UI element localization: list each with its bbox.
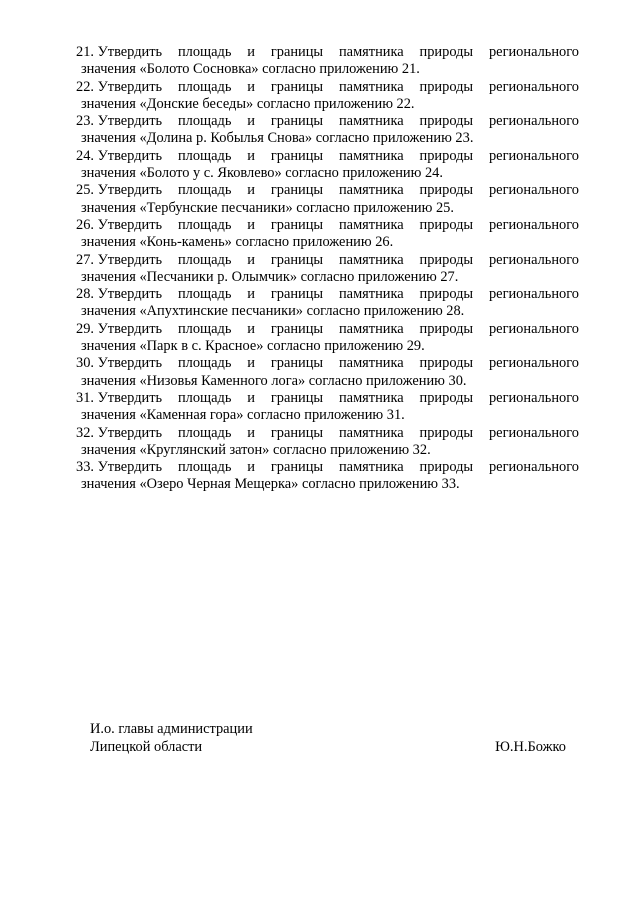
list-item-lead xyxy=(76,79,162,96)
list-item-word: природы xyxy=(419,459,474,476)
list-item-word: памятника xyxy=(338,147,404,164)
list-item-first-line xyxy=(76,390,579,407)
list-item-word: регионального xyxy=(488,147,579,164)
list-item-number: 24. xyxy=(76,147,94,164)
list-item-word: природы xyxy=(419,320,474,337)
list-item-lead xyxy=(76,286,162,303)
list-item-number: 28. xyxy=(76,286,94,303)
list-item-word: и xyxy=(247,286,255,303)
list-item-word: и xyxy=(247,459,255,476)
list-item-number: 22. xyxy=(76,78,94,95)
list-item-lead xyxy=(76,113,162,130)
list-item-word: памятника xyxy=(338,389,404,406)
list-item-first-line xyxy=(76,286,579,303)
list-item-word: и xyxy=(247,251,255,268)
list-item-word: памятника xyxy=(338,216,404,233)
list-item-word: границы xyxy=(270,251,324,268)
list-item-number: 30. xyxy=(76,355,94,372)
list-item-lead xyxy=(76,182,162,199)
list-item-continuation: значения «Долина р. Кобылья Снова» согласно приложению 23. xyxy=(81,130,474,147)
list-item-word: Утвердить xyxy=(97,389,163,406)
list-item-word: площадь xyxy=(177,44,232,60)
list-item-word: природы xyxy=(419,251,474,268)
list-item-word: природы xyxy=(419,113,474,130)
list-item-word: площадь xyxy=(177,424,232,441)
list-item-word: регионального xyxy=(488,355,579,372)
list-item-word: природы xyxy=(419,147,474,164)
list-item-word: и xyxy=(247,320,255,337)
list-item-continuation: значения «Болото Сосновка» согласно приложению 21. xyxy=(81,61,420,78)
list-item-lead xyxy=(76,390,162,407)
list-item-first-line xyxy=(76,252,579,269)
list-item-word: границы xyxy=(270,389,324,406)
list-item-word: Утвердить xyxy=(97,355,163,372)
list-item xyxy=(76,148,579,183)
signature-block xyxy=(90,721,566,756)
list-item-word: границы xyxy=(270,320,324,337)
list-item-word: площадь xyxy=(177,355,232,372)
list-item-number: 27. xyxy=(76,251,94,268)
list-item-word: Утвердить xyxy=(97,424,163,441)
list-item-first-line xyxy=(76,459,579,476)
list-item-word: площадь xyxy=(177,320,232,337)
list-item-lead xyxy=(76,252,162,269)
list-item-word: регионального xyxy=(488,389,579,406)
signatory-position-line-2: Липецкой области xyxy=(90,738,203,755)
list-item-number: 32. xyxy=(76,424,94,441)
list-item-word: и xyxy=(247,216,255,233)
list-item-lead xyxy=(76,148,162,165)
signatory-position-line-1: И.о. главы администрации xyxy=(90,721,253,737)
list-item-number: 33. xyxy=(76,459,94,476)
list-item-word: регионального xyxy=(488,459,579,476)
list-item-continuation: значения «Тербунские песчаники» согласно приложению 25. xyxy=(81,199,454,216)
list-item xyxy=(76,182,579,217)
list-item-word: регионального xyxy=(488,182,579,199)
signature-row-2 xyxy=(90,739,566,757)
list-item-word: площадь xyxy=(177,459,232,476)
list-item-continuation: значения «Низовья Каменного лога» согласно приложению 30. xyxy=(81,372,467,389)
list-item-word: природы xyxy=(419,216,474,233)
list-item-word: границы xyxy=(270,355,324,372)
list-item xyxy=(76,79,579,114)
list-item xyxy=(76,113,579,148)
resolution-items-list xyxy=(76,44,579,494)
list-item-continuation: значения «Донские беседы» согласно приложению 22. xyxy=(81,95,415,112)
list-item-first-line xyxy=(76,79,579,96)
list-item xyxy=(76,321,579,356)
list-item-word: регионального xyxy=(488,320,579,337)
list-item-lead xyxy=(76,217,162,234)
list-item-number: 21. xyxy=(76,44,94,60)
list-item xyxy=(76,459,579,494)
list-item-word: и xyxy=(247,147,255,164)
list-item-continuation: значения «Круглянский затон» согласно приложению 32. xyxy=(81,441,431,458)
list-item-word: и xyxy=(247,44,255,60)
list-item-word: регионального xyxy=(488,78,579,95)
list-item-word: границы xyxy=(270,286,324,303)
list-item-word: границы xyxy=(270,182,324,199)
list-item-word: Утвердить xyxy=(97,113,163,130)
list-item-lead xyxy=(76,425,162,442)
list-item-lead xyxy=(76,459,162,476)
list-item-continuation: значения «Песчаники р. Олымчик» согласно приложению 27. xyxy=(81,268,459,285)
list-item-number: 25. xyxy=(76,182,94,199)
list-item-word: памятника xyxy=(338,78,404,95)
list-item-number: 23. xyxy=(76,113,94,130)
list-item-word: регионального xyxy=(488,286,579,303)
list-item-first-line xyxy=(76,217,579,234)
list-item-word: и xyxy=(247,182,255,199)
list-item-word: границы xyxy=(270,424,324,441)
list-item-continuation: значения «Каменная гора» согласно приложению 31. xyxy=(81,407,405,424)
list-item-word: границы xyxy=(270,147,324,164)
list-item-continuation: значения «Конь-камень» согласно приложению 26. xyxy=(81,234,394,251)
list-item-first-line xyxy=(76,182,579,199)
list-item-word: и xyxy=(247,389,255,406)
list-item xyxy=(76,44,579,79)
list-item-word: и xyxy=(247,355,255,372)
list-item-word: природы xyxy=(419,182,474,199)
list-item-first-line xyxy=(76,148,579,165)
list-item-word: площадь xyxy=(177,182,232,199)
list-item-word: и xyxy=(247,78,255,95)
list-item-first-line xyxy=(76,355,579,372)
list-item-word: Утвердить xyxy=(97,44,163,60)
list-item-continuation: значения «Парк в с. Красное» согласно приложению 29. xyxy=(81,338,425,355)
list-item-word: площадь xyxy=(177,251,232,268)
list-item-word: Утвердить xyxy=(97,216,163,233)
list-item-word: природы xyxy=(419,286,474,303)
list-item-word: памятника xyxy=(338,286,404,303)
list-item-first-line xyxy=(76,44,579,61)
list-item-word: площадь xyxy=(177,216,232,233)
list-item-word: границы xyxy=(270,459,324,476)
list-item xyxy=(76,286,579,321)
list-item-first-line xyxy=(76,113,579,130)
list-item xyxy=(76,355,579,390)
list-item-word: границы xyxy=(270,44,324,60)
list-item-word: Утвердить xyxy=(97,286,163,303)
list-item-word: Утвердить xyxy=(97,251,163,268)
list-item-word: природы xyxy=(419,389,474,406)
list-item-lead xyxy=(76,44,162,61)
list-item-word: памятника xyxy=(338,44,404,60)
list-item-lead xyxy=(76,355,162,372)
list-item-word: площадь xyxy=(177,78,232,95)
list-item-word: памятника xyxy=(338,424,404,441)
list-item-word: границы xyxy=(270,216,324,233)
list-item-first-line xyxy=(76,425,579,442)
list-item xyxy=(76,390,579,425)
list-item-word: площадь xyxy=(177,389,232,406)
list-item-word: Утвердить xyxy=(97,182,163,199)
list-item-word: границы xyxy=(270,113,324,130)
list-item-word: памятника xyxy=(338,459,404,476)
list-item-word: Утвердить xyxy=(97,147,163,164)
list-item-word: памятника xyxy=(338,320,404,337)
list-item-word: природы xyxy=(419,355,474,372)
list-item-continuation: значения «Апухтинские песчаники» согласно приложению 28. xyxy=(81,303,465,320)
list-item-continuation: значения «Озеро Черная Мещерка» согласно приложению 33. xyxy=(81,476,460,493)
list-item-word: и xyxy=(247,424,255,441)
list-item-word: памятника xyxy=(338,113,404,130)
list-item-word: площадь xyxy=(177,286,232,303)
list-item-lead xyxy=(76,321,162,338)
list-item-word: памятника xyxy=(338,182,404,199)
list-item-word: природы xyxy=(419,424,474,441)
signatory-name: Ю.Н.Божко xyxy=(495,738,566,755)
list-item-word: площадь xyxy=(177,147,232,164)
list-item xyxy=(76,217,579,252)
list-item-number: 29. xyxy=(76,320,94,337)
list-item-word: регионального xyxy=(488,424,579,441)
list-item-word: природы xyxy=(419,44,474,60)
list-item-number: 26. xyxy=(76,216,94,233)
list-item-word: Утвердить xyxy=(97,320,163,337)
list-item xyxy=(76,425,579,460)
list-item-word: и xyxy=(247,113,255,130)
list-item-word: площадь xyxy=(177,113,232,130)
list-item-word: природы xyxy=(419,78,474,95)
list-item-word: границы xyxy=(270,78,324,95)
list-item-word: регионального xyxy=(488,251,579,268)
list-item-number: 31. xyxy=(76,389,94,406)
list-item-word: Утвердить xyxy=(97,78,163,95)
list-item-word: памятника xyxy=(338,355,404,372)
list-item-word: регионального xyxy=(488,44,579,60)
list-item-continuation: значения «Болото у с. Яковлево» согласно приложению 24. xyxy=(81,165,443,182)
list-item-first-line xyxy=(76,321,579,338)
list-item-word: регионального xyxy=(488,113,579,130)
list-item-word: регионального xyxy=(488,216,579,233)
list-item-word: Утвердить xyxy=(97,459,163,476)
list-item-word: памятника xyxy=(338,251,404,268)
list-item xyxy=(76,252,579,287)
signature-row-1 xyxy=(90,721,566,739)
